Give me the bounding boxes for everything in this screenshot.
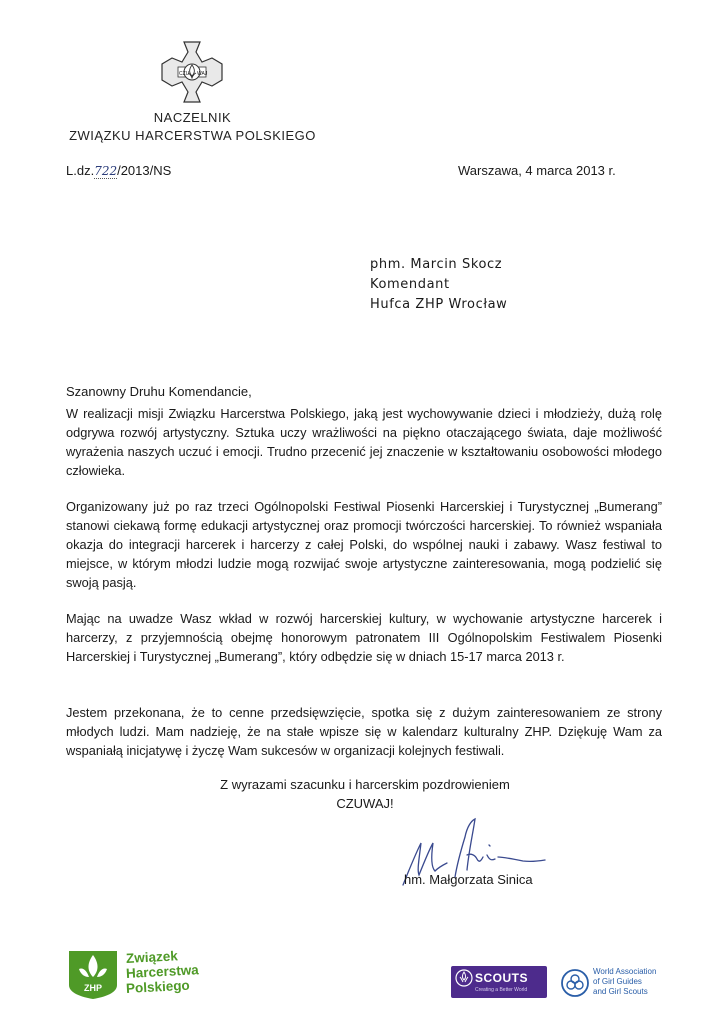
scouts-badge — [451, 966, 547, 998]
closing-greeting: Z wyrazami szacunku i harcerskim pozdrowieniem — [220, 777, 510, 792]
place-date: Warszawa, 4 marca 2013 r. — [458, 163, 616, 178]
body-paragraph: W realizacji misji Związku Harcerstwa Polskiego, jaką jest wychowywanie dzieci i młodzieży, dużą rolę odgrywa rozwój artystyczny. Sztuka uczy wrażliwości na piękno otaczającego świata, daje możliwość wyrażenia naszych uczuć i emocji. Trudno przecenić jej znaczenie w kształtowaniu osobowości młodego człowieka. — [66, 406, 662, 478]
recipient-role: Komendant — [370, 277, 450, 292]
salutation: Szanowny Druhu Komendancie, — [66, 384, 252, 399]
wagggs-line2: of Girl Guides — [593, 977, 642, 986]
zhp-lily-logo-icon — [65, 945, 121, 1001]
body-paragraph: Jestem przekonana, że to cenne przedsięwzięcie, spotka się z dużym zainteresowaniem ze strony młodych ludzi. Mam nadzieję, że na stałe wpisze się w kalendarz kulturalny ZHP. Dziękuję Wam za wspaniałą inicjatywę i życzę Wam sukcesów w organizacji kolejnych festiwali. — [66, 705, 662, 758]
reference-number — [66, 163, 171, 178]
harcerski-cross-emblem-icon — [160, 40, 224, 104]
scouts-lily-icon — [455, 969, 473, 987]
zhp-name-line1: Związek — [125, 948, 179, 966]
recipient-name: phm. Marcin Skocz — [370, 257, 503, 272]
signatory-name: hm. Małgorzata Sinica — [404, 872, 533, 887]
scouts-tagline: Creating a Better World — [475, 987, 528, 993]
scouts-label: SCOUTS — [475, 971, 529, 985]
closing-motto: CZUWAJ! — [336, 796, 394, 811]
wagggs-trefoil-icon — [560, 968, 590, 998]
wagggs-line3: and Girl Scouts — [593, 987, 648, 996]
zhp-logo-text: ZHP — [84, 983, 102, 993]
zhp-name-line2: Harcerstwa — [125, 962, 200, 981]
reference-handwritten-number: 722 — [94, 164, 118, 178]
reference-prefix: L.dz. — [66, 163, 95, 178]
body-paragraph: Organizowany już po raz trzeci Ogólnopolski Festiwal Piosenki Harcerskiej i Turystycznej „Bumerang” stanowi ciekawą formę edukacji artystycznej oraz promocji twórczości harcerskiej. To również wspaniała okazja do integracji harcerek i harcerzy z całej Polski, do wspólnej nauki i zabawy. Wasz festiwal to miejsce, w którym młodzi ludzie mogą rozwijać swoje artystyczne zainteresowania, mogą podzielić się swoją pasją. — [66, 499, 662, 590]
zhp-name-line3: Polskiego — [125, 977, 191, 996]
org-title-line2: ZWIĄZKU HARCERSTWA POLSKIEGO — [69, 128, 316, 143]
org-title-line1: NACZELNIK — [153, 110, 232, 125]
reference-suffix: /2013/NS — [117, 163, 172, 178]
emblem-right-text: WAJ — [197, 71, 208, 77]
recipient-unit: Hufca ZHP Wrocław — [370, 297, 508, 312]
emblem-left-text: CZU — [179, 71, 190, 77]
wagggs-line1: World Association — [593, 967, 657, 976]
body-paragraph: Mając na uwadze Wasz wkład w rozwój harcerskiej kultury, w wychowanie artystyczne harcerek i harcerzy, z przyjemnością obejmę honorowym patronatem III Ogólnopolskim Festiwalem Piosenki Harcerskiej i Turystycznej „Bumerang”, który odbędzie się w dniach 15-17 marca 2013 r. — [66, 611, 662, 664]
